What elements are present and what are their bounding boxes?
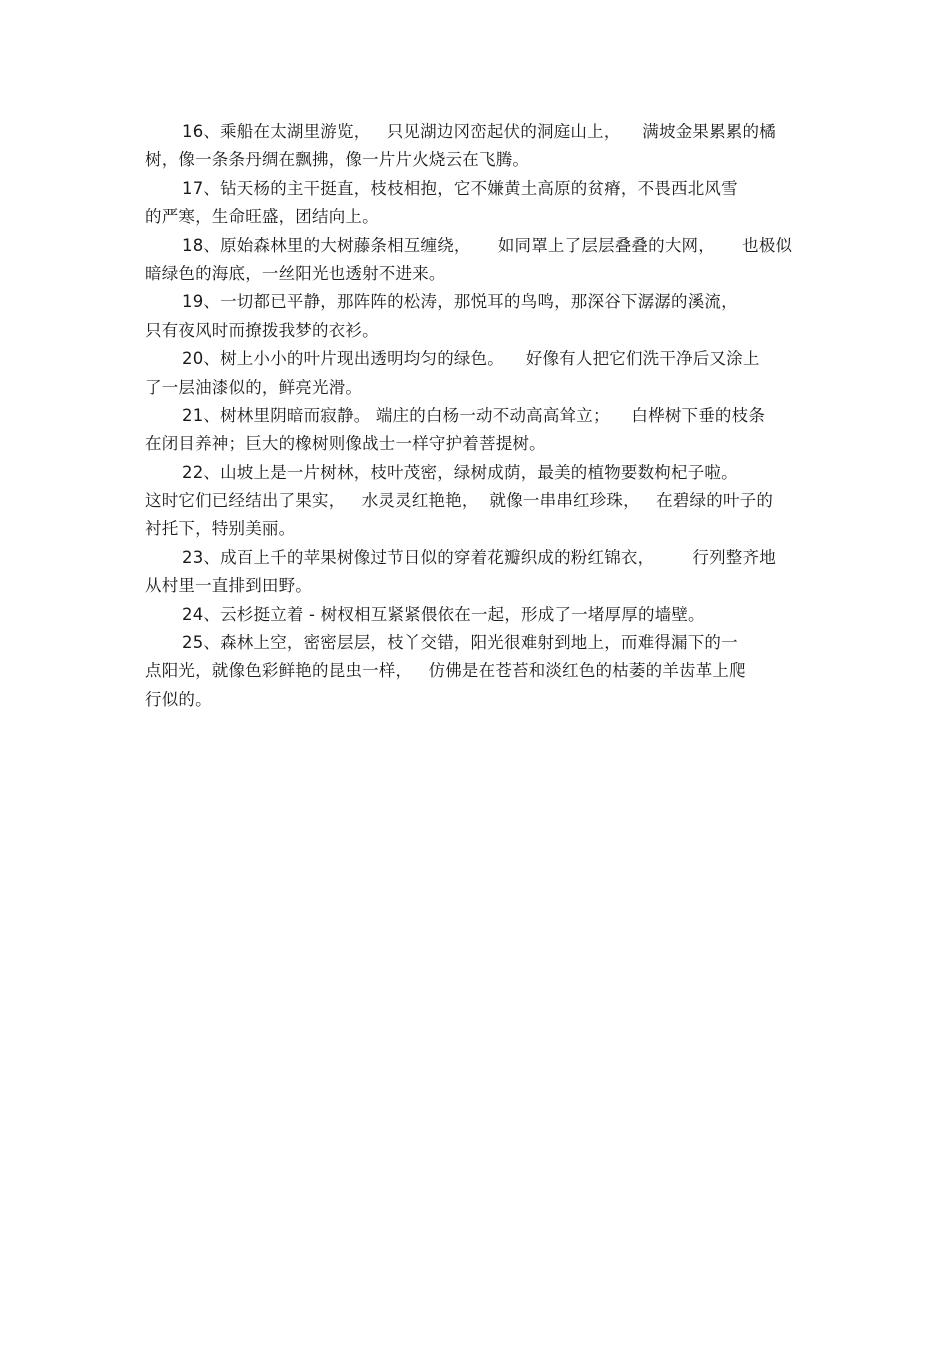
paragraph-line: 22、山坡上是一片树林，枝叶茂密，绿树成荫，最美的植物要数枸杞子啦。 <box>182 462 738 482</box>
paragraph-line: 在闭目养神；巨大的橡树则像战士一样守护着菩提树。 <box>145 434 546 454</box>
paragraph-line: 23、成百上千的苹果树像过节日似的穿着花瓣织成的粉红锦衣， 行列整齐地 <box>182 547 776 567</box>
paragraph-21 <box>145 402 810 459</box>
paragraph-line: 衬托下，特别美丽。 <box>145 519 296 539</box>
paragraph-23 <box>145 544 810 601</box>
paragraph-line: 行似的。 <box>145 689 212 709</box>
paragraph-25 <box>145 629 810 714</box>
paragraph-line: 17、钻天杨的主干挺直，枝枝相抱，它不嫌黄土高原的贫瘠，不畏西北风雪 <box>182 178 738 198</box>
paragraph-17 <box>145 175 810 232</box>
paragraph-line: 19、一切都已平静，那阵阵的松涛，那悦耳的鸟鸣，那深谷下潺潺的溪流， <box>182 292 738 312</box>
paragraph-line: 16、乘船在太湖里游览， 只见湖边冈峦起伏的洞庭山上， 满坡金果累累的橘 <box>182 122 776 141</box>
paragraph-line: 25、森林上空，密密层层，枝丫交错，阳光很难射到地上，而难得漏下的一 <box>182 633 738 653</box>
paragraph-line: 点阳光，就像色彩鲜艳的昆虫一样， 仿佛是在苍苔和淡红色的枯萎的羊齿革上爬 <box>145 661 746 681</box>
paragraph-16 <box>145 118 810 175</box>
paragraph-line: 了一层油漆似的，鲜亮光滑。 <box>145 377 363 397</box>
paragraph-line: 从村里一直排到田野。 <box>145 576 312 596</box>
paragraph-line: 18、原始森林里的大树藤条相互缠绕， 如同罩上了层层叠叠的大网， 也极似 <box>182 235 793 255</box>
paragraph-20 <box>145 345 810 402</box>
paragraph-line: 24、云杉挺立着 - 树杈相互紧紧偎依在一起，形成了一堵厚厚的墙壁。 <box>182 604 705 624</box>
paragraph-line: 树，像一条条丹绸在飘拂，像一片片火烧云在飞腾。 <box>145 150 530 170</box>
paragraph-24 <box>145 601 810 629</box>
paragraph-line: 的严寒，生命旺盛，团结向上。 <box>145 207 379 227</box>
paragraph-line: 这时它们已经结出了果实， 水灵灵红艳艳， 就像一串串红珍珠， 在碧绿的叶子的 <box>145 491 774 511</box>
paragraph-line: 只有夜风时而撩拨我梦的衣衫。 <box>145 320 379 340</box>
document-body <box>145 118 810 714</box>
paragraph-line: 暗绿色的海底，一丝阳光也透射不进来。 <box>145 263 446 283</box>
paragraph-22 <box>145 459 810 544</box>
paragraph-line: 20、树上小小的叶片现出透明均匀的绿色。 好像有人把它们洗干净后又涂上 <box>182 349 760 369</box>
paragraph-18 <box>145 232 810 289</box>
paragraph-line: 21、树林里阴暗而寂静。 端庄的白杨一动不动高高耸立； 白桦树下垂的枝条 <box>182 405 766 425</box>
paragraph-19 <box>145 288 810 345</box>
